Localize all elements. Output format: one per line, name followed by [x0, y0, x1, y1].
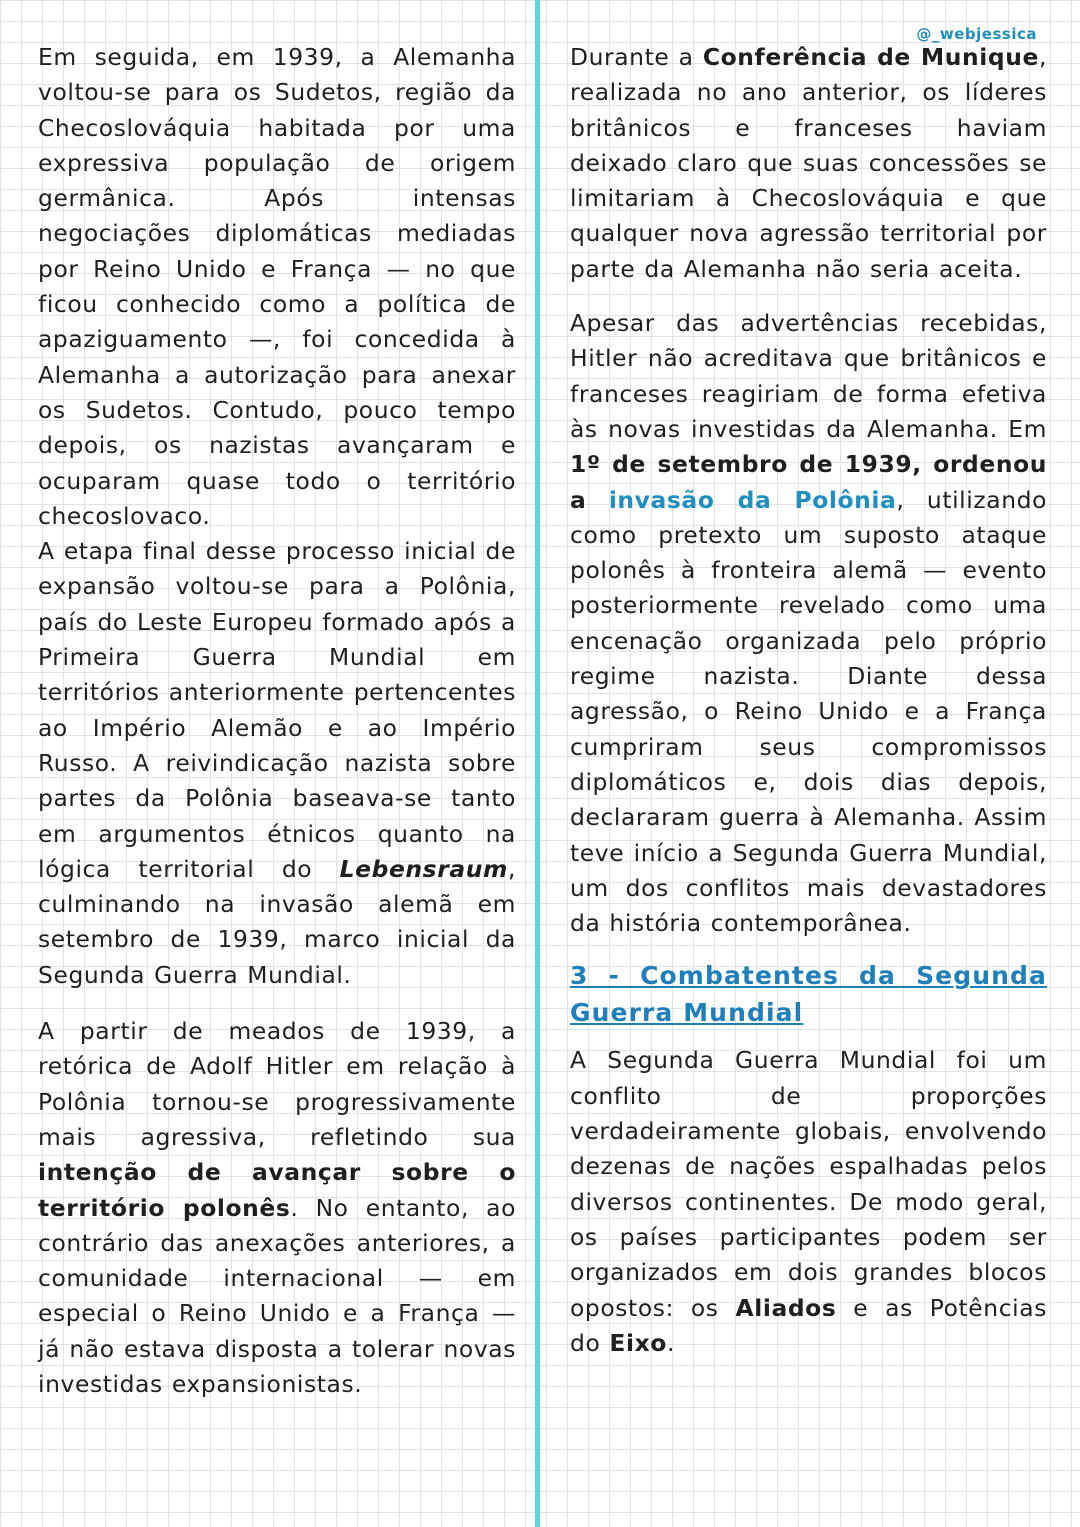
bold-conferencia-munique: Conferência de Munique [702, 43, 1039, 71]
text-segment: . [666, 1328, 676, 1357]
emphasis-lebensraum: Lebensraum [339, 854, 508, 883]
paragraph-combatentes [570, 1043, 1047, 1361]
left-column [38, 40, 516, 1402]
bold-intencao: intenção de avançar sobre o território polonês [38, 1158, 516, 1222]
text-segment: . No entanto, ao contrário das anexações anteriores, a comunidade internacional — em especial o Reino Unido e a França — já não estava disposta a tolerar novas investidas expansionistas. [38, 1193, 516, 1398]
text-segment: A etapa final desse processo inicial de expansão voltou-se para a Polônia, país do Leste Europeu formado após a Primeira Guerra Mundial em territórios anteriormente pertencentes ao Império Alemão e ao Império Russo. A reivindicação nazista sobre partes da Polônia baseava-se tanto em argumentos étnicos quanto na lógica territorial do [38, 537, 516, 883]
column-divider [535, 0, 540, 1527]
right-column [570, 40, 1047, 1361]
text-segment: , realizada no ano anterior, os líderes britânicos e franceses haviam deixado claro que suas concessões se limitariam à Checoslováquia e que qualquer nova agressão territorial por parte da Alemanha não seria aceita. [570, 43, 1047, 283]
bold-data-invasao: 1º de setembro de 1939, ordenou a [570, 450, 1047, 514]
bold-eixo: Eixo [609, 1328, 667, 1357]
bold-aliados: Aliados [735, 1293, 837, 1322]
text-segment: , utilizando como pretexto um suposto ataque polonês à fronteira alemã — evento posteriormente revelado como uma encenação organizada pelo próprio regime nazista. Diante dessa agressão, o Reino Unido e a França cumpriram seus compromissos diplomáticos e, dois dias depois, declararam guerra à Alemanha. Assim teve início a Segunda Guerra Mundial, um dos conflitos mais devastadores da história contemporânea. [570, 485, 1047, 938]
paragraph-polonia-expansao [38, 534, 516, 993]
text-segment: Apesar das advertências recebidas, Hitler não acreditava que britânicos e franceses reagiriam de forma efetiva às novas investidas da Alemanha. Em [570, 309, 1047, 443]
paragraph-retorica-hitler [38, 1014, 516, 1402]
text-segment: Durante a [570, 43, 703, 71]
paragraph-munique [570, 40, 1047, 287]
section-heading-combatentes: 3 - Combatentes da Segunda Guerra Mundial [570, 961, 1047, 1028]
paragraph-invasao-polonia [570, 306, 1047, 941]
text-segment: , culminando na invasão alemã em setembro de 1939, marco inicial da Segunda Guerra Mundial. [38, 854, 516, 989]
paragraph-sudetos: Em seguida, em 1939, a Alemanha voltou-se para os Sudetos, região da Checoslováquia habitada por uma expressiva população de origem germânica. Após intensas negociações diplomáticas mediadas por Reino Unido e França — no que ficou conhecido como a política de apaziguamento —, foi concedida à Alemanha a autorização para anexar os Sudetos. Contudo, pouco tempo depois, os nazistas avançaram e ocuparam quase todo o território checoslovaco. [38, 43, 516, 530]
text-segment [586, 486, 608, 514]
author-handle: @_webjessica [916, 25, 1037, 43]
text-segment: A Segunda Guerra Mundial foi um conflito de proporções verdadeiramente globais, envolvendo dezenas de nações espalhadas pelos diversos continentes. De modo geral, os países participantes podem ser organizados em dois grandes blocos opostos: os [570, 1046, 1047, 1322]
link-invasao-polonia[interactable]: invasão da Polônia [608, 485, 897, 514]
text-segment: e as Potências do [570, 1293, 1047, 1357]
text-segment: A partir de meados de 1939, a retórica de Adolf Hitler em relação à Polônia tornou-se progressivamente mais agressiva, refletindo sua [38, 1017, 516, 1151]
